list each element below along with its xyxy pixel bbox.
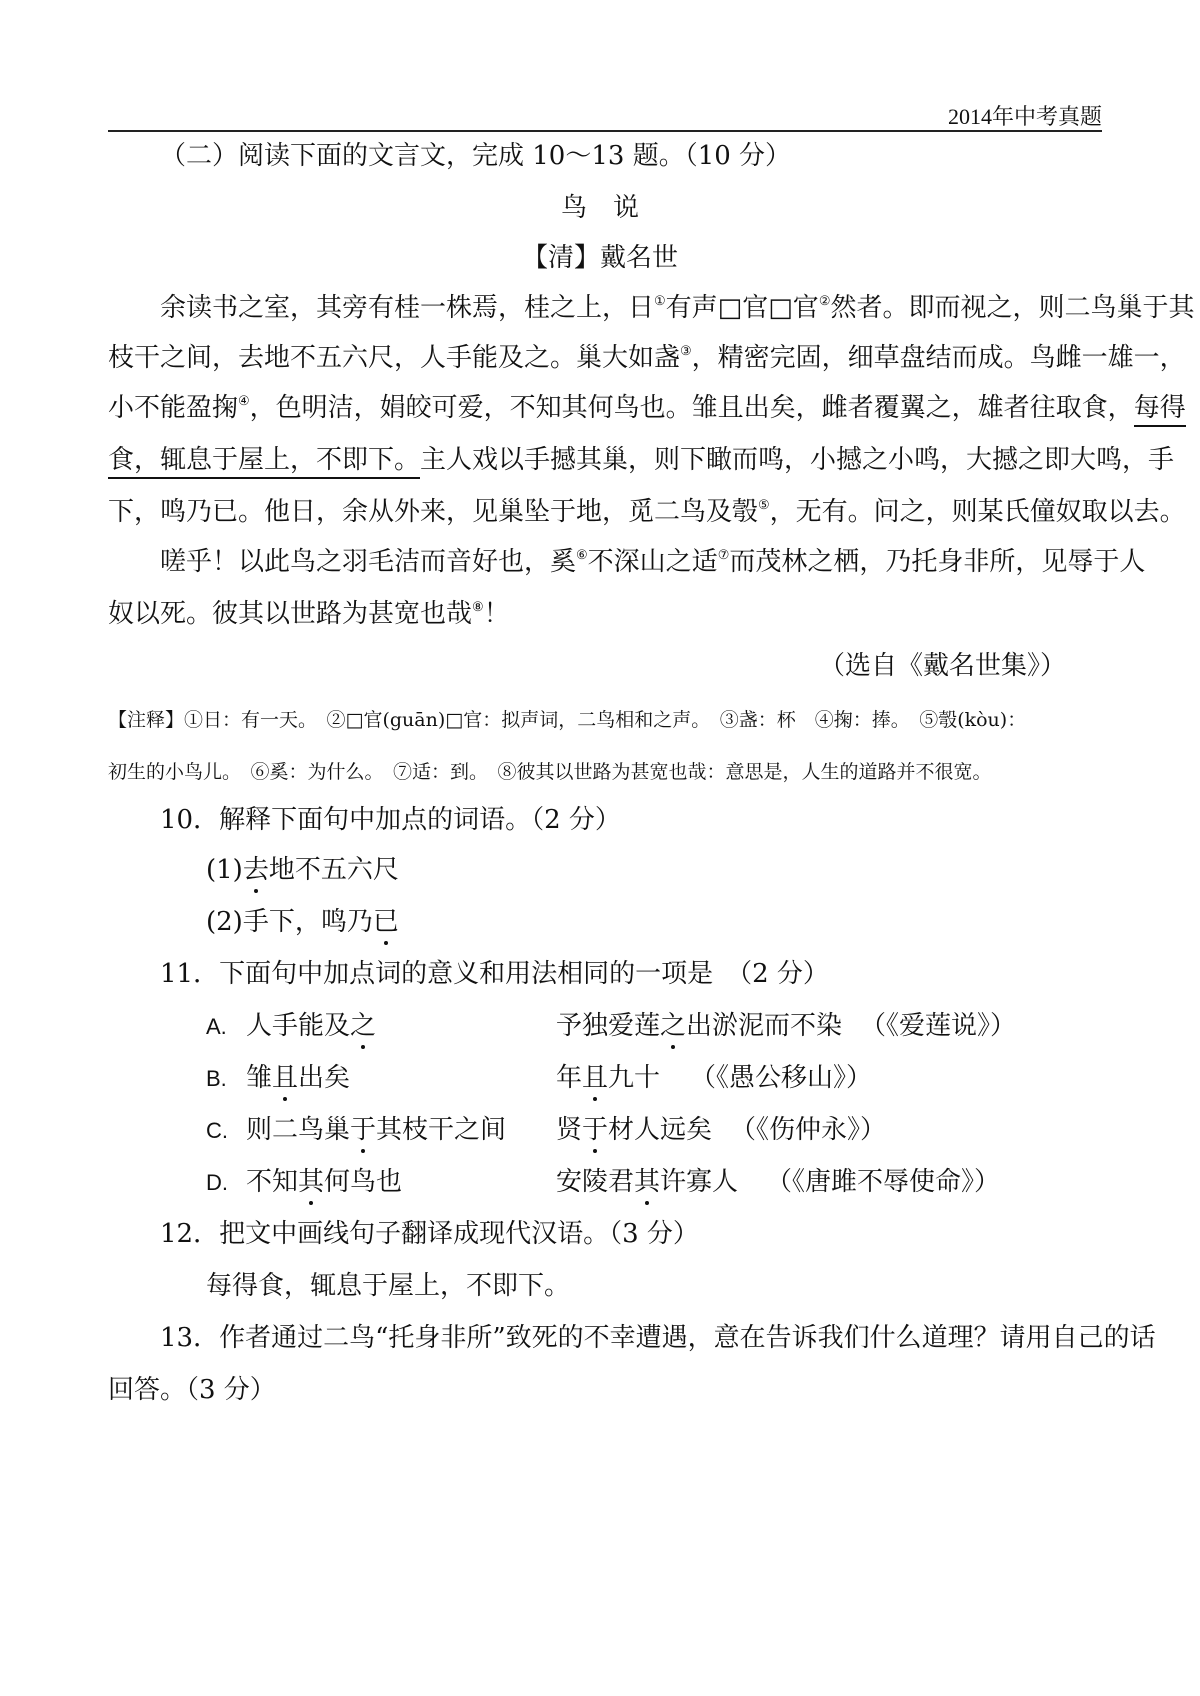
- question-10-stem: 10．解释下面句中加点的词语。（2 分）: [160, 805, 621, 835]
- dotted-word: 于: [582, 1115, 609, 1145]
- dotted-word: 且: [582, 1063, 609, 1093]
- article-line: 下，鸣乃已。他日，余从外来，见巢坠于地，觅二鸟及彀⑤，无有。问之，则某氏僮奴取以去。: [108, 497, 1186, 527]
- article-title: 鸟 说: [560, 193, 639, 223]
- notes-line: 初生的小鸟儿。 ⑥奚：为什么。 ⑦适：到。 ⑧彼其以世路为甚宽也哉：意思是，人生的道路并不很宽。: [108, 761, 992, 783]
- page-header: 2014年中考真题: [947, 104, 1102, 129]
- note-mark: ④: [238, 394, 250, 409]
- question-10-item-1: (1)去地不五六尺: [206, 855, 399, 885]
- dotted-word: 其: [634, 1167, 661, 1197]
- article-author: 【清】戴名世: [521, 243, 678, 273]
- note-mark: ⑦: [717, 548, 730, 563]
- header-rule: [108, 130, 1102, 132]
- question-11-stem: 11．下面句中加点词的意义和用法相同的一项是 （2 分）: [160, 959, 829, 989]
- question-12-sentence: 每得食，辄息于屋上，不即下。: [206, 1271, 571, 1301]
- article-line: 食，辄息于屋上，不即下。主人戏以手撼其巢，则下瞰而鸣，小撼之小鸣，大撼之即大鸣，手: [108, 444, 1174, 476]
- dotted-word: 去: [242, 855, 269, 885]
- note-mark: ③: [680, 344, 692, 359]
- article-line: 枝干之间，去地不五六尺，人手能及之。巢大如盏③，精密完固，细草盘结而成。鸟雌一雄一，: [108, 343, 1186, 373]
- article-source: （选自《戴名世集》）: [818, 651, 1066, 681]
- note-mark: ⑧: [472, 600, 484, 615]
- dotted-word: 于: [350, 1115, 377, 1145]
- question-13-stem-cont: 回答。（3 分）: [108, 1375, 276, 1405]
- section-intro: （二）阅读下面的文言文，完成 10～13 题。（10 分）: [160, 141, 792, 171]
- note-mark: ①: [654, 294, 666, 309]
- underlined-sentence: 食，辄息于屋上，不即下。: [108, 445, 420, 479]
- option-label: A.: [206, 1014, 227, 1039]
- dotted-word: 已: [372, 907, 399, 937]
- option-label: B.: [206, 1066, 227, 1091]
- article-line: 余读书之室，其旁有桂一株焉，桂之上，日①有声□官□官②然者。即而视之，则二鸟巢于其: [160, 293, 1195, 323]
- dotted-word: 且: [272, 1063, 299, 1093]
- exam-page: 2014年中考真题 （二）阅读下面的文言文，完成 10～13 题。（10 分） 鸟 说 【清】戴名世 余读书之室，其旁有桂一株焉，桂之上，日①有声□官□官②然者。即而视之，则二鸟巢于其 枝干之间，去地不五六尺，人手能及之。巢大如盏③，精密完固，细草盘结而成。鸟雌一雄一， 小不能盈掬④，色明洁，娟皎可爱，不知其何鸟也。雏且出矣，雌者覆翼之，雄者往取食，每得 食，辄息于屋上，不即下。主人戏以手撼其巢，则下瞰而鸣，小撼之小鸣，大撼之即大鸣，手 下，鸣乃已。他日，余从外来，见巢坠于地，觅二鸟及彀⑤，无有。问之，则某氏僮奴取以去。 嗟乎！以此鸟之羽毛洁而音好也，奚⑥不深山之适⑦而茂林之栖，乃托身非所，见辱于人 奴以死。彼其以世路为甚宽也哉⑧！ （选自《戴名世集》） 【注释】①日：有一天。 ②□官(guān)□官：拟声词，二鸟相和之声。 ③盏：杯 ④掬：捧。 ⑤彀(kòu)： 初生的小鸟儿。 ⑥奚：为什么。 ⑦适：到。 ⑧彼其以世路为甚宽也哉：意思是，人生的道路并不很宽。 10．解释下面句中加点的词语。（2 分） (1)去地不五六尺 (2)手下，鸣乃已 11．下面句中加点词的意义和用法相同的一项是 （2 分） A. 人手能及之 予独爱莲之出淤泥而不染 （《爱莲说》） B. 雏且出矣 年且九十 （《愚公移山》） C. 则二鸟巢于其枝干之间 贤于材人远矣 （《伤仲永》） D. 不知其何鸟也 安陵君其许寡人 （《唐雎不辱使命》） 12．把文中画线句子翻译成现代汉语。（3 分） 每得食，辄息于屋上，不即下。 13．作者通过二鸟“托身非所”致死的不幸遭遇，意在告诉我们什么道理？请用自己的话 回答。（3 分）: [0, 0, 1200, 1696]
- dotted-word: 之: [660, 1011, 687, 1041]
- note-mark: ⑥: [576, 548, 588, 563]
- option-label: C.: [206, 1118, 228, 1143]
- note-mark: ②: [818, 294, 831, 309]
- option-label: D.: [206, 1170, 228, 1195]
- notes-line: 【注释】①日：有一天。 ②□官(guān)□官：拟声词，二鸟相和之声。 ③盏：杯 ④掬：捧。 ⑤彀(kòu)：: [108, 709, 1027, 731]
- article-line: 嗟乎！以此鸟之羽毛洁而音好也，奚⑥不深山之适⑦而茂林之栖，乃托身非所，见辱于人: [160, 547, 1146, 577]
- question-12-stem: 12．把文中画线句子翻译成现代汉语。（3 分）: [160, 1219, 699, 1249]
- article-line: 奴以死。彼其以世路为甚宽也哉⑧！: [108, 599, 510, 629]
- question-10-item-2: (2)手下，鸣乃已: [206, 907, 399, 937]
- article-line: 小不能盈掬④，色明洁，娟皎可爱，不知其何鸟也。雏且出矣，雌者覆翼之，雄者往取食，每得: [108, 392, 1186, 424]
- question-13-stem: 13．作者通过二鸟“托身非所”致死的不幸遭遇，意在告诉我们什么道理？请用自己的话: [160, 1323, 1156, 1353]
- dotted-word: 其: [298, 1167, 325, 1197]
- underlined-sentence: 每得: [1134, 393, 1186, 427]
- dotted-word: 之: [350, 1011, 377, 1041]
- note-mark: ⑤: [758, 498, 770, 513]
